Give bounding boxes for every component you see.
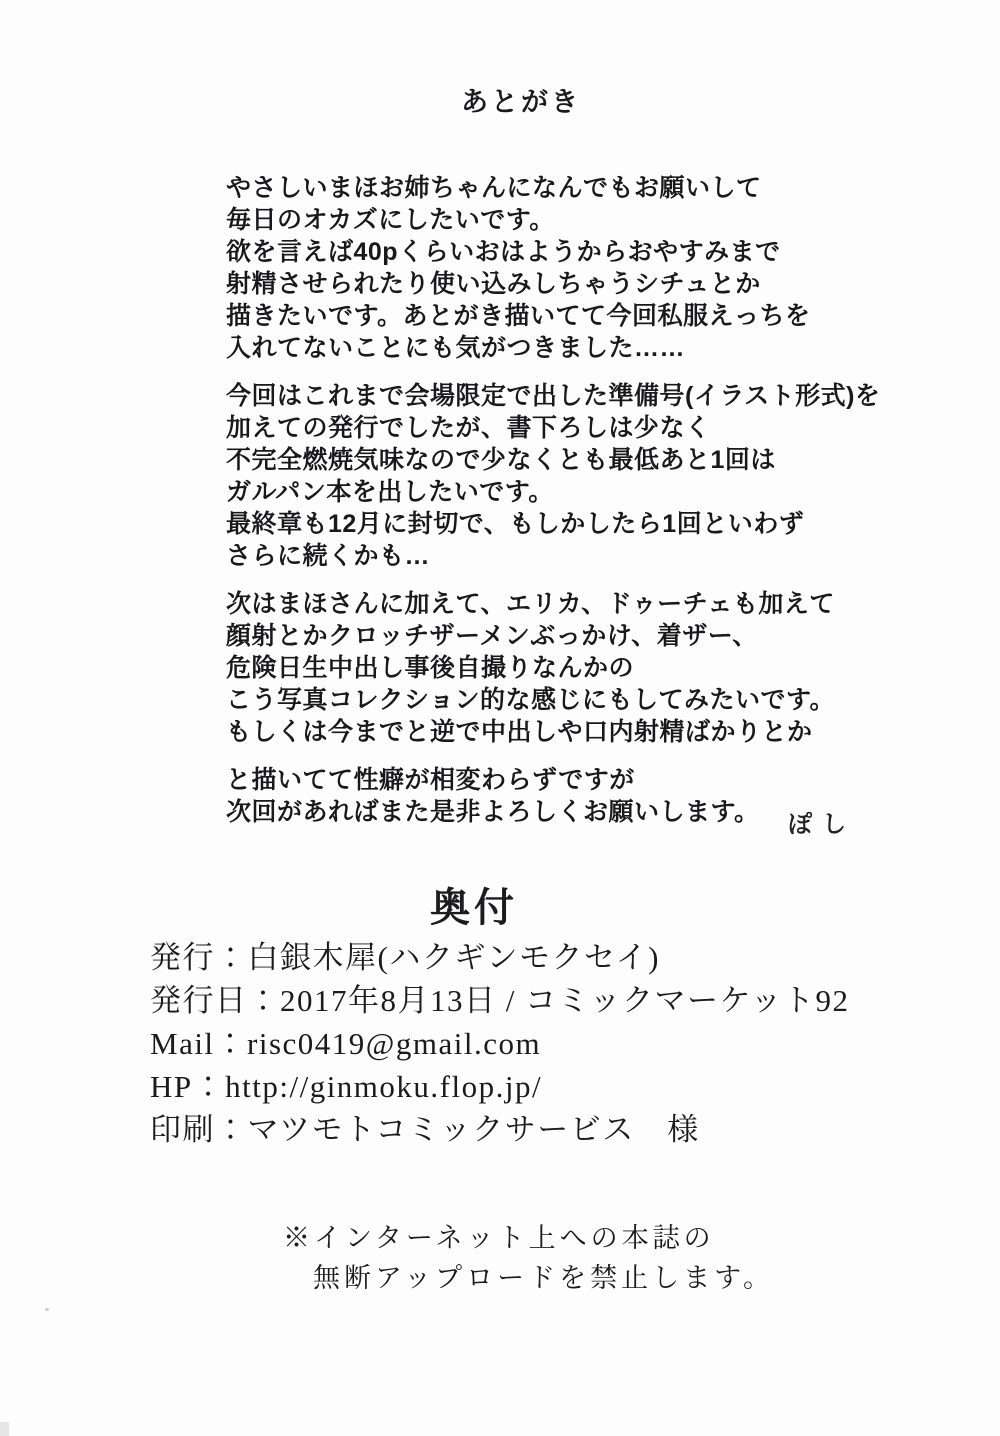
afterword-paragraph-1 (226, 172, 880, 364)
afterword-body (226, 172, 880, 828)
afterword-line: 射精させられたり使い込みしちゃうシチュとか (226, 270, 761, 298)
afterword-line: 今回はこれまで会場限定で出した準備号(イラスト形式)を (226, 382, 881, 410)
afterword-line: と描いてて性癖が相変わらずですが (226, 766, 635, 794)
colophon-line-homepage: HP：http://ginmoku.flop.jp/ (150, 1069, 543, 1104)
afterword-paragraph-2 (226, 380, 880, 572)
upload-prohibition-notice (283, 1218, 774, 1298)
afterword-line: 入れてないことにも気がつきました…… (226, 334, 686, 362)
scan-artifact (45, 1308, 49, 1311)
scan-artifact (0, 1422, 9, 1436)
afterword-line: 描きたいです。あとがき描いてて今回私服えっちを (226, 302, 811, 330)
author-signature: ぽし (788, 811, 856, 838)
afterword-line: 次回があればまた是非よろしくお願いします。 (226, 798, 760, 826)
afterword-line: 欲を言えば40pくらいおはようからおやすみまで (226, 238, 781, 266)
colophon-line-printer: 印刷：マツモトコミックサービス 様 (150, 1112, 700, 1147)
afterword-line: 最終章も12月に封切で、もしかしたら1回といわず (226, 510, 805, 538)
afterword-paragraph-3 (226, 588, 880, 748)
colophon-line-mail: Mail：risc0419@gmail.com (150, 1026, 542, 1061)
afterword-paragraph-4 (226, 764, 880, 828)
notice-line: ※インターネット上への本誌の (283, 1223, 715, 1253)
afterword-line: 不完全燃焼気味なので少なくとも最低あと1回は (226, 446, 776, 474)
afterword-line: こう写真コレクション的な感じにもしてみたいです。 (226, 686, 836, 714)
afterword-line: 加えての発行でしたが、書下ろしは少なく (226, 414, 711, 442)
afterword-line: 危険日生中出し事後自撮りなんかの (226, 654, 635, 682)
colophon-title: 奥付 (430, 885, 518, 930)
afterword-line: 顔射とかクロッチザーメンぶっかけ、着ザー、 (226, 622, 758, 650)
afterword-title: あとがき (461, 87, 581, 117)
colophon-body (150, 936, 849, 1151)
afterword-line: 毎日のオカズにしたいです。 (226, 206, 555, 234)
afterword-line: やさしいまほお姉ちゃんになんでもお願いして (226, 174, 762, 202)
afterword-line: さらに続くかも… (226, 542, 431, 570)
afterword-line: 次はまほさんに加えて、エリカ、ドゥーチェも加えて (226, 590, 835, 618)
afterword-line: もしくは今までと逆で中出しや口内射精ばかりとか (226, 718, 813, 746)
colophon-line-publish-date: 発行日：2017年8月13日 / コミックマーケット92 (150, 983, 850, 1018)
afterword-line: ガルパン本を出したいです。 (226, 478, 554, 506)
colophon-line-publisher: 発行：白銀木犀(ハクギンモクセイ) (150, 940, 660, 975)
notice-line: 無断アップロードを禁止します。 (313, 1263, 774, 1293)
